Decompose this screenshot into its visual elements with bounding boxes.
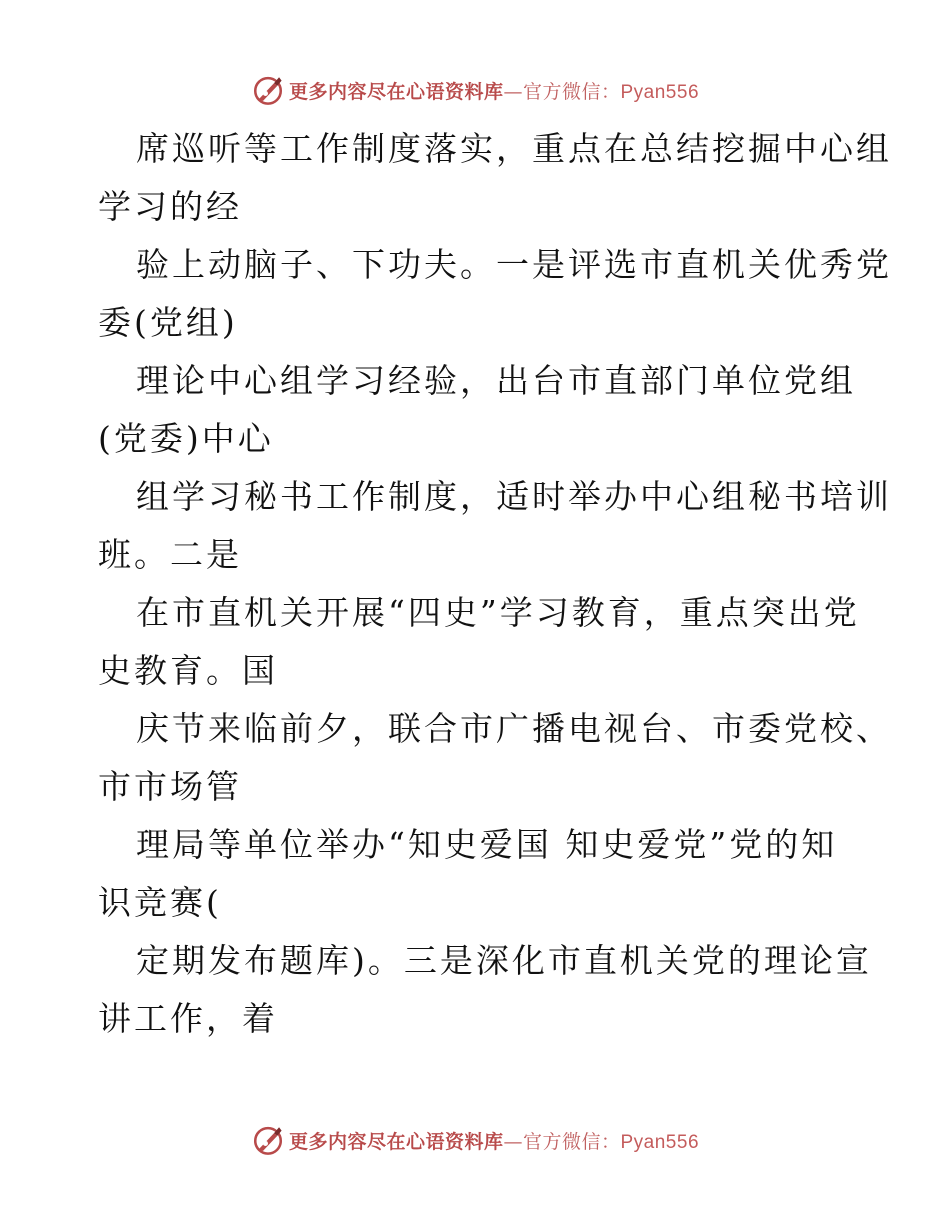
- paragraph-line: [98, 120, 892, 236]
- footer-banner-text: [289, 1127, 699, 1154]
- header-banner-id: Pyan556: [620, 81, 700, 103]
- paragraph-line: [98, 352, 858, 468]
- paragraph-first-line: 组学习秘书工作制度，适时举办中心组秘书培训: [136, 477, 892, 516]
- paragraph-first-line: 验上动脑子、下功夫。一是评选市直机关优秀党: [136, 245, 892, 284]
- paragraph-second-line: 识竞赛(: [98, 883, 222, 922]
- paragraph-second-line: 史教育。国: [98, 651, 278, 690]
- paragraph-second-line: 讲工作，着: [98, 999, 278, 1038]
- footer-banner-sub: —官方微信：: [503, 1130, 621, 1153]
- paragraph-second-line: 委(党组): [98, 303, 238, 342]
- header-banner-main: 更多内容尽在心语资料库: [288, 80, 504, 103]
- header-banner-sub: —官方微信：: [503, 80, 621, 103]
- paragraph-line: [98, 584, 858, 700]
- paragraph-second-line: 学习的经: [98, 187, 242, 226]
- paragraph-second-line: 班。二是: [98, 535, 242, 574]
- paragraph-line: [98, 236, 892, 352]
- paragraph-line: [98, 468, 892, 584]
- paragraph-first-line: 理局等单位举办“知史爱国 知史爱党”党的知: [136, 825, 838, 864]
- pen-logo-icon: [251, 73, 285, 107]
- footer-banner: [0, 1118, 950, 1162]
- document-body: [98, 120, 892, 1048]
- pen-logo-icon: [251, 1123, 285, 1157]
- paragraph-first-line: 理论中心组学习经验，出台市直部门单位党组: [136, 361, 856, 400]
- paragraph-second-line: 市市场管: [98, 767, 242, 806]
- header-banner: [0, 68, 950, 112]
- paragraph-second-line: (党委)中心: [98, 419, 274, 458]
- footer-banner-id: Pyan556: [620, 1131, 700, 1153]
- paragraph-line: [98, 816, 858, 932]
- paragraph-line: [98, 700, 892, 816]
- paragraph-first-line: 席巡听等工作制度落实，重点在总结挖掘中心组: [136, 129, 892, 168]
- footer-banner-main: 更多内容尽在心语资料库: [288, 1130, 504, 1153]
- paragraph-first-line: 庆节来临前夕，联合市广播电视台、市委党校、: [136, 709, 892, 748]
- paragraph-line: [98, 932, 872, 1048]
- header-banner-text: [289, 77, 699, 104]
- paragraph-first-line: 定期发布题库)。三是深化市直机关党的理论宣: [136, 941, 872, 980]
- paragraph-first-line: 在市直机关开展“四史”学习教育，重点突出党: [136, 593, 860, 632]
